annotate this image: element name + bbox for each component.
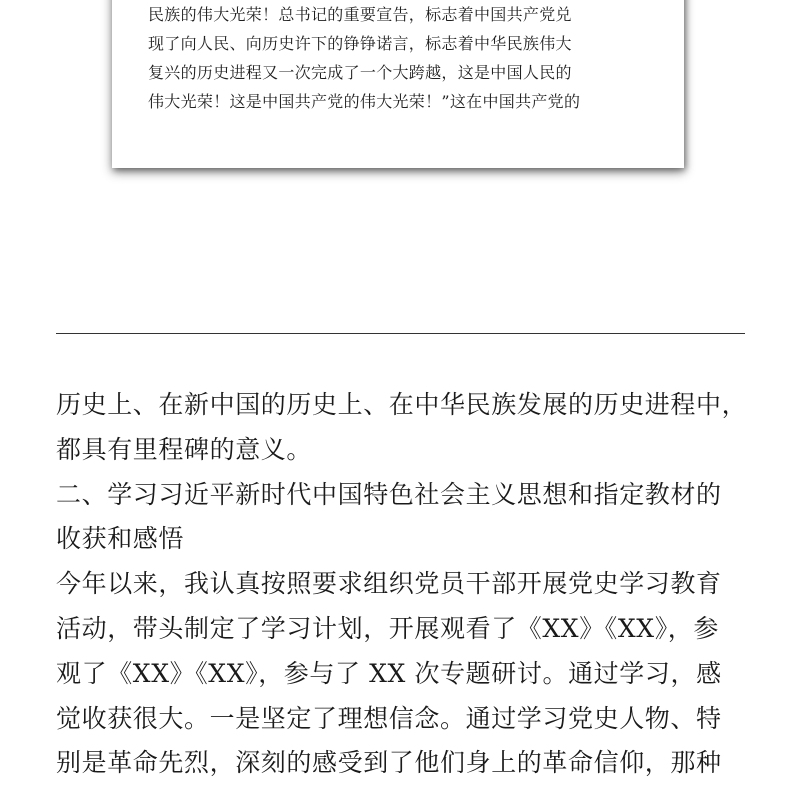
body-line: 历史上、在新中国的历史上、在中华民族发展的历史进程中，	[56, 390, 748, 419]
section-heading: 收获和感悟	[56, 524, 185, 554]
body-line: 觉收获很大。一是坚定了理想信念。通过学习党史人物、特	[56, 703, 722, 733]
body-line: 今年以来，我认真按照要求组织党员干部开展党史学习教育	[56, 569, 722, 599]
body-line: 都具有里程碑的意义。	[56, 434, 313, 464]
quote-line: 复兴的历史进程又一次完成了一个大跨越，这是中国人民的	[148, 63, 572, 82]
body-line: 观了《XX》《XX》，参与了 XX 次专题研讨。通过学习，感	[56, 658, 722, 688]
body-line: 活动，带头制定了学习计划，开展观看了《XX》《XX》，参	[56, 613, 719, 643]
body-text	[56, 383, 756, 786]
body-line: 别是革命先烈，深刻的感受到了他们身上的革命信仰，那种	[56, 748, 722, 778]
quote-card	[112, 0, 684, 168]
section-heading: 二、学习习近平新时代中国特色社会主义思想和指定教材的	[56, 479, 722, 509]
quote-line: 伟大光荣！这是中国共产党的伟大光荣！”这在中国共产党的	[148, 92, 581, 111]
quote-card-text	[148, 0, 668, 116]
section-divider	[56, 333, 745, 334]
quote-line: 民族的伟大光荣！总书记的重要宣告，标志着中国共产党兑	[148, 5, 572, 24]
quote-line: 现了向人民、向历史许下的铮铮诺言，标志着中华民族伟大	[148, 34, 572, 53]
